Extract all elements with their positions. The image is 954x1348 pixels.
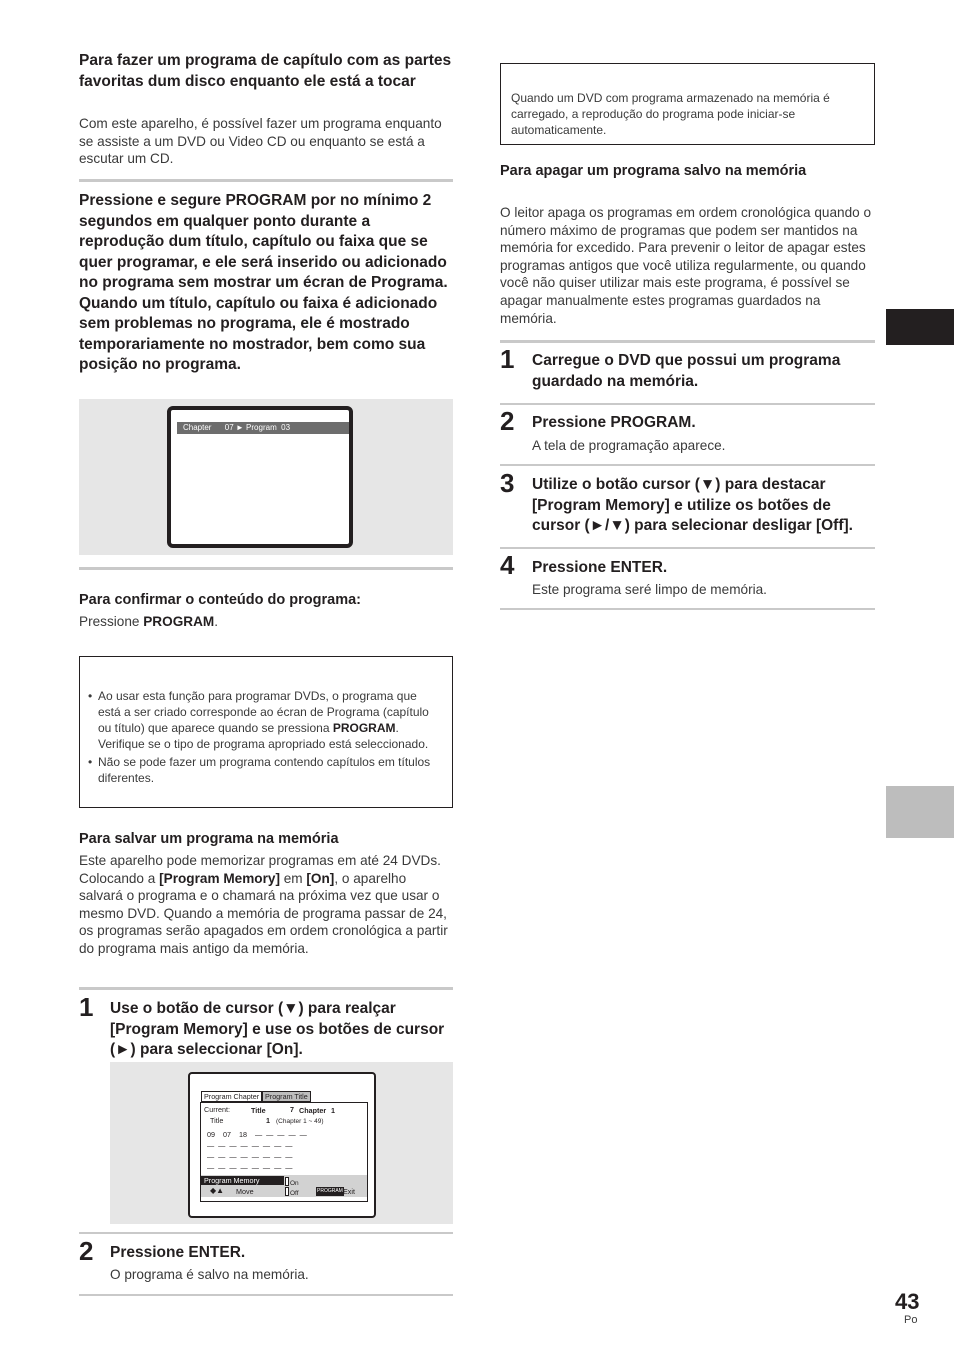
title-label: Title [210,1116,224,1125]
step-subtext: O programa é salvo na memória. [110,1267,309,1282]
move-label: Move [236,1187,254,1196]
chapter-range: (Chapter 1 ~ 49) [276,1118,324,1125]
program-row: — — — — — — — — [207,1141,293,1150]
language-code: Po [904,1314,918,1326]
screen-panel [110,1062,453,1224]
note-item: • Não se pode fazer um programa contendo capítulos em títulos diferentes. [88,754,442,786]
divider [79,1294,453,1296]
program-key-icon: PROGRAM [317,1188,343,1194]
intro-body: Com este aparelho, é possível fazer um programa enquanto se assiste a um DVD ou Video CD ou enquanto se está a escutar um CD. [79,116,442,167]
step-number: 1 [79,992,94,1022]
step-text: Utilize o botão cursor (▼) para destacar [Program Memory] e utilize os botões de cursor (►/▼) para selecionar desligar [Off]. [532,476,853,534]
step-subtext: A tela de programação aparece. [532,438,726,453]
note-text: Quando um DVD com programa armazenado na memória é carregado, a reprodução do programa pode iniciar-se automaticamente. [511,91,830,137]
note-box [79,656,453,808]
step-number: 1 [500,344,515,374]
step-text: Use o botão de cursor (▼) para realçar [Program Memory] e use os botões de cursor (►) para seleccionar [On]. [110,1000,445,1058]
page-number: 43 [895,1289,920,1314]
divider [79,567,453,570]
current-label: Current: [204,1105,230,1114]
step-text: Pressione PROGRAM. [532,414,696,431]
step-text: Pressione ENTER. [532,559,668,576]
step-number: 2 [500,406,515,436]
exit-label: Exit [343,1187,355,1196]
option-on[interactable]: On [285,1177,299,1188]
screen-panel [79,399,453,555]
step-subtext: Este programa seré limpo de memória. [532,582,767,597]
confirm-heading: Para confirmar o conteúdo do programa: [79,592,361,608]
cursor-icon: ◆▲ [210,1186,225,1195]
divider [500,340,875,343]
screen-status-bar: Chapter 07 ► Program 03 [177,422,349,434]
program-row: 09 07 18 — — — — — [207,1130,307,1139]
confirm-text: Pressione PROGRAM. [79,614,219,629]
save-body: Este aparelho pode memorizar programas em até 24 DVDs. Colocando a [Program Memory] em [On], o aparelho salvará o programa e o chamará na próxima vez que usar o mesmo DVD. Quando a memória de programa passar de 24, os programas serão apagados em ordem cronológica a partir do programa mais antigo da memória. [79,853,448,956]
chapter-col-label: Chapter [299,1106,327,1115]
divider [500,547,875,549]
step-number: 2 [79,1236,94,1266]
divider [79,179,453,182]
tv-screen [188,1072,376,1218]
option-off[interactable]: Off [285,1187,299,1198]
program-row: — — — — — — — — [207,1152,293,1161]
language-tab-marker [886,786,954,838]
instruction-text: Pressione e segure PROGRAM por no mínimo 2 segundos em qualquer ponto durante a reprodução dum título, capítulo ou faixa que se quer programar, e ele será inserido ou adicionado no programa sem mostrar um écran de Programa. Quando um título, capítulo ou faixa é adicionado sem problemas no programa, ele é mostrado temporariamente no mostrador, bem como sua posição no programa. [79,192,448,373]
tab-program-title[interactable]: Program Title [262,1091,311,1102]
step-number: 3 [500,468,515,498]
divider [79,987,453,990]
save-heading: Para salvar um programa na memória [79,831,339,847]
program-memory-label[interactable]: Program Memory [201,1176,284,1185]
step-text: Pressione ENTER. [110,1244,246,1261]
step-text: Carregue o DVD que possui um programa guardado na memória. [532,352,841,390]
erase-heading: Para apagar um programa salvo na memória [500,163,807,179]
note-list [88,688,442,788]
chapter-value: 1 [331,1106,335,1115]
title-number: 1 [266,1116,270,1125]
title-value: 7 [290,1105,294,1114]
section-tab-marker [886,309,954,345]
divider [500,464,875,466]
tab-program-chapter[interactable]: Program Chapter [201,1091,262,1102]
divider [500,608,875,610]
program-row: — — — — — — — — [207,1163,293,1172]
intro-heading: Para fazer um programa de capítulo com as partes favoritas dum disco enquanto ele está a tocar [79,52,452,90]
erase-body: O leitor apaga os programas em ordem cronológica quando o número máximo de programas que podem ser mantidos na memória for excedido. Para prevenir o leitor de apagar estes programas antigos que você utiliza regularmente, ou quando você não quiser utilizar mais este programa, é possível se apagar manualmente estes programas guardados na memória. [500,205,872,326]
title-col-label: Title [251,1106,266,1115]
divider [500,403,875,405]
divider [79,1232,453,1234]
step-number: 4 [500,550,515,580]
tv-screen [167,406,353,548]
note-box [500,63,875,145]
note-item: • Ao usar esta função para programar DVDs, o programa que está a ser criado corresponde ao écran de Programa (capítulo ou título) que aparece quando se pressiona PROGRAM. Verifique se o tipo de programa apropriado está seleccionado. [88,688,442,752]
